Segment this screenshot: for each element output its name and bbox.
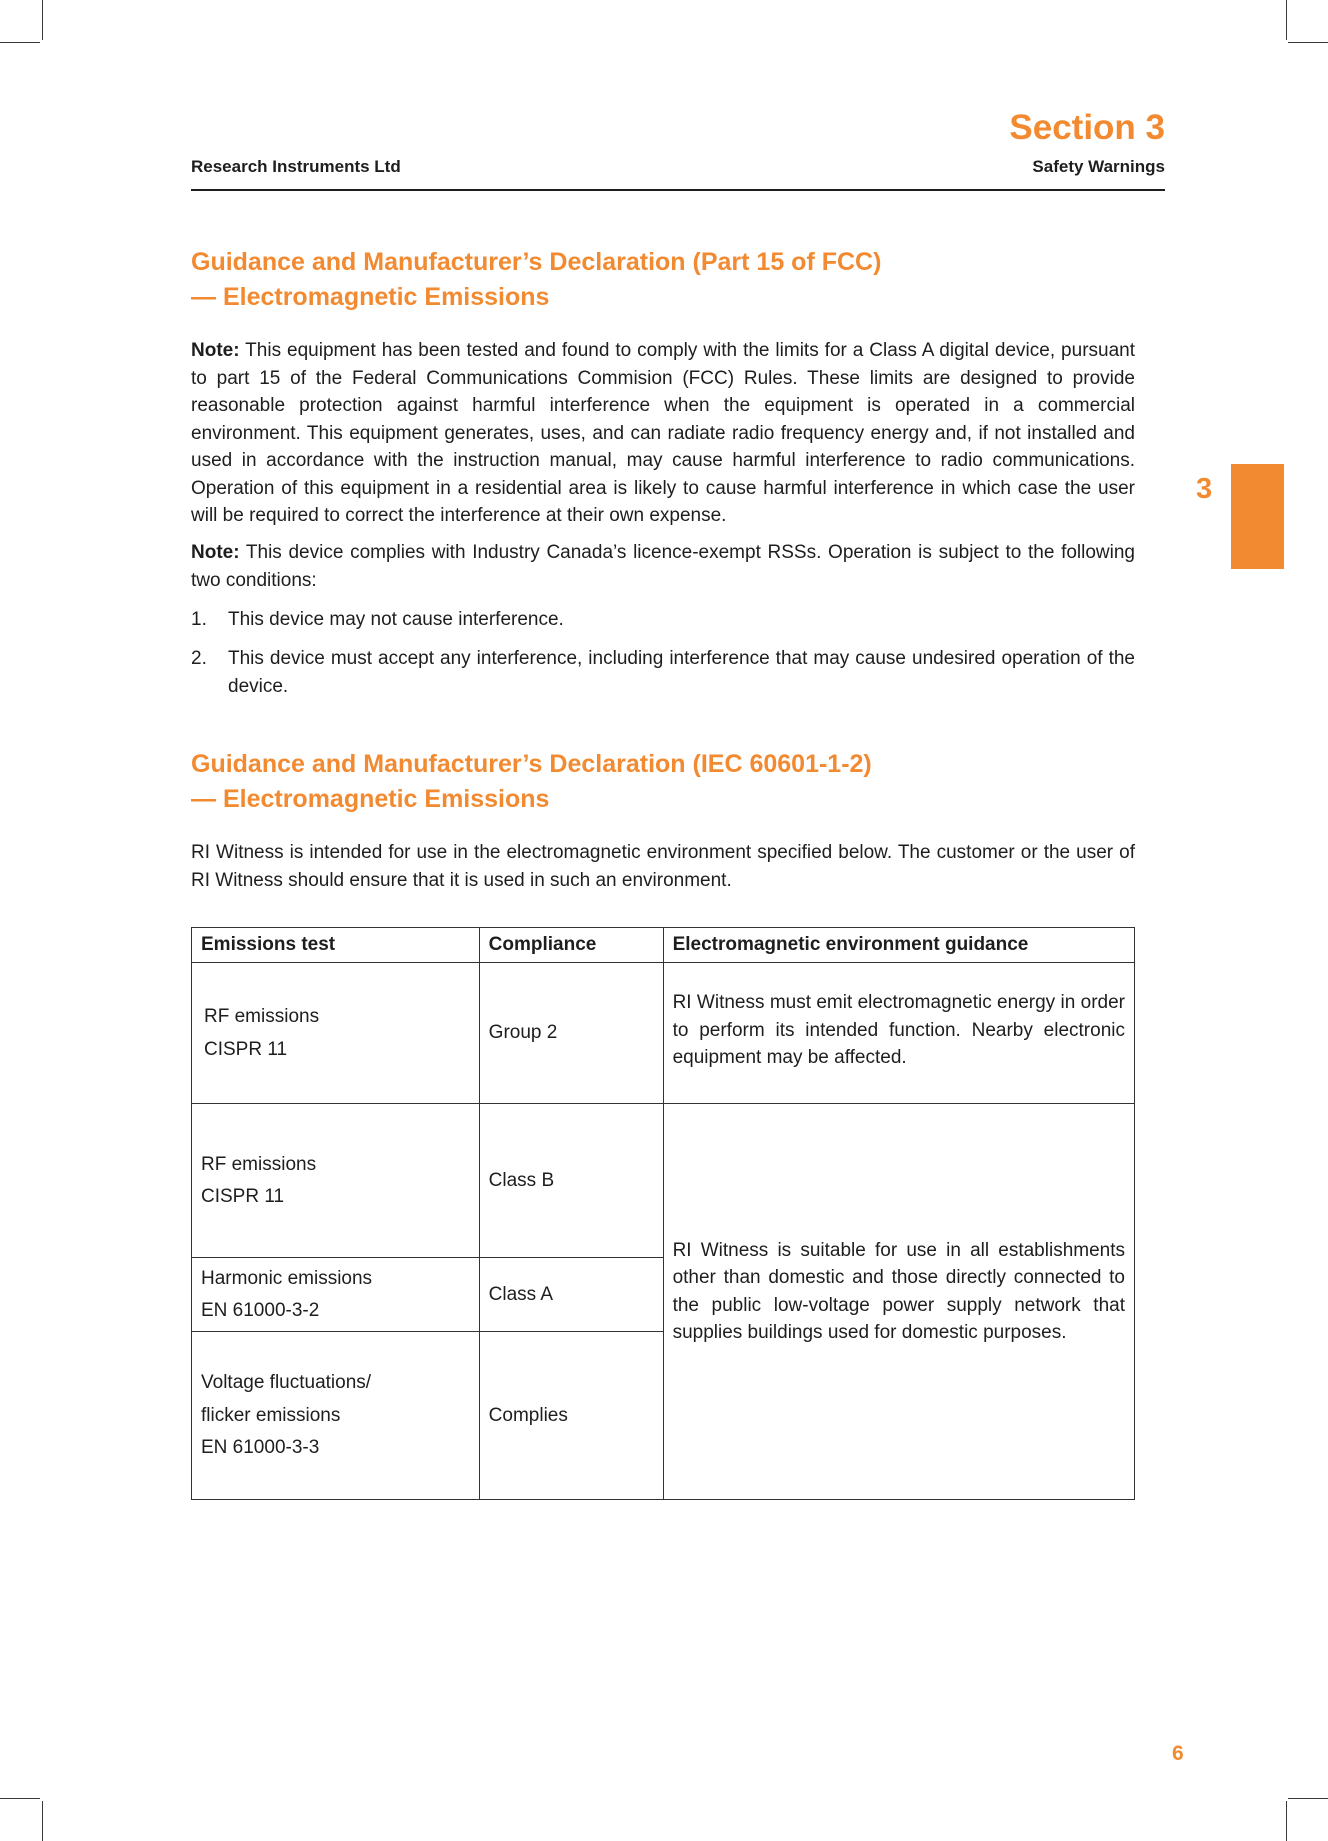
cell-line: RF emissions <box>201 1153 317 1175</box>
section-title: Section 3 <box>1009 108 1165 147</box>
iec-heading-line1: Guidance and Manufacturer’s Declaration (IEC 60601-1-2) <box>191 750 872 778</box>
crop-mark <box>1286 0 1287 40</box>
side-tab-marker <box>1231 464 1284 569</box>
list-text: This device must accept any interference, including interference that may cause undesired operation of the device. <box>228 648 1135 697</box>
crop-mark <box>1286 1801 1287 1841</box>
fcc-heading <box>191 245 881 315</box>
emissions-test-cell <box>192 1258 480 1332</box>
table-row <box>192 1104 1135 1258</box>
table-row <box>192 963 1135 1104</box>
page-number: 6 <box>1172 1742 1184 1765</box>
fcc-heading-line2: — Electromagnetic Emissions <box>191 283 550 311</box>
compliance-cell: Complies <box>479 1332 663 1500</box>
list-item <box>191 645 1135 700</box>
list-number: 1. <box>191 609 207 630</box>
iec-heading-line2: — Electromagnetic Emissions <box>191 785 550 813</box>
cell-line: EN 61000-3-2 <box>201 1300 320 1321</box>
column-header: Compliance <box>479 928 663 963</box>
section-subtitle: Safety Warnings <box>1032 157 1165 176</box>
compliance-cell: Class B <box>479 1104 663 1258</box>
crop-mark <box>42 1801 43 1841</box>
emissions-table <box>191 927 1135 1500</box>
cell-line: Harmonic emissions <box>201 1267 373 1289</box>
cell-line: Voltage fluctuations/ <box>201 1372 372 1394</box>
guidance-cell: RI Witness is suitable for use in all establishments other than domestic and those directly connected to the public low-voltage power supply network that supplies buildings used for domestic purposes. <box>663 1104 1134 1500</box>
crop-mark <box>1288 42 1328 43</box>
note-label: Note: <box>191 542 240 563</box>
crop-mark <box>0 42 40 43</box>
compliance-cell: Group 2 <box>479 963 663 1104</box>
list-number: 2. <box>191 648 207 669</box>
company-name: Research Instruments Ltd <box>191 157 401 176</box>
iec-heading <box>191 747 872 817</box>
fcc-note2 <box>191 539 1135 594</box>
cell-line: CISPR 11 <box>201 1186 285 1207</box>
guidance-cell: RI Witness must emit electromagnetic energy in order to perform its intended function. Nearby electronic equipment may be affected. <box>663 963 1134 1104</box>
note-text: This equipment has been tested and found to comply with the limits for a Class A digital device, pursuant to part 15 of the Federal Communications Commision (FCC) Rules. These limits are designed to provide reasonable protection against harmful interference when the equipment is operated in a commercial environment. This equipment generates, uses, and can radiate radio frequency energy and, if not installed and used in accordance with the instruction manual, may cause harmful interference to radio communications. Operation of this equipment in a residential area is likely to cause harmful interference in which case the user will be required to correct the interference at their own expense. <box>191 340 1135 526</box>
emissions-test-cell <box>192 963 480 1104</box>
note-text: This device complies with Industry Canada’s licence-exempt RSSs. Operation is subject to the following two conditions: <box>191 542 1135 591</box>
crop-mark <box>1288 1798 1328 1799</box>
cell-line: RF emissions <box>204 1006 320 1027</box>
list-item <box>191 606 1135 634</box>
side-tab-number: 3 <box>1196 473 1213 505</box>
fcc-note1 <box>191 337 1135 530</box>
emissions-test-cell <box>192 1332 480 1500</box>
column-header: Electromagnetic environment guidance <box>663 928 1134 963</box>
column-header: Emissions test <box>192 928 480 963</box>
compliance-cell: Class A <box>479 1258 663 1332</box>
note-label: Note: <box>191 340 240 361</box>
iec-intro: RI Witness is intended for use in the electromagnetic environment specified below. The customer or the user of RI Witness should ensure that it is used in such an environment. <box>191 842 1135 891</box>
table-header-row <box>192 928 1135 963</box>
cell-line: EN 61000-3-3 <box>201 1437 320 1459</box>
cell-line: CISPR 11 <box>204 1038 288 1060</box>
crop-mark <box>42 0 43 40</box>
fcc-heading-line1: Guidance and Manufacturer’s Declaration (Part 15 of FCC) <box>191 248 882 276</box>
list-text: This device may not cause interference. <box>228 609 564 630</box>
cell-line: flicker emissions <box>201 1404 341 1426</box>
crop-mark <box>0 1798 40 1799</box>
header-rule <box>191 189 1165 191</box>
emissions-test-cell <box>192 1104 480 1258</box>
